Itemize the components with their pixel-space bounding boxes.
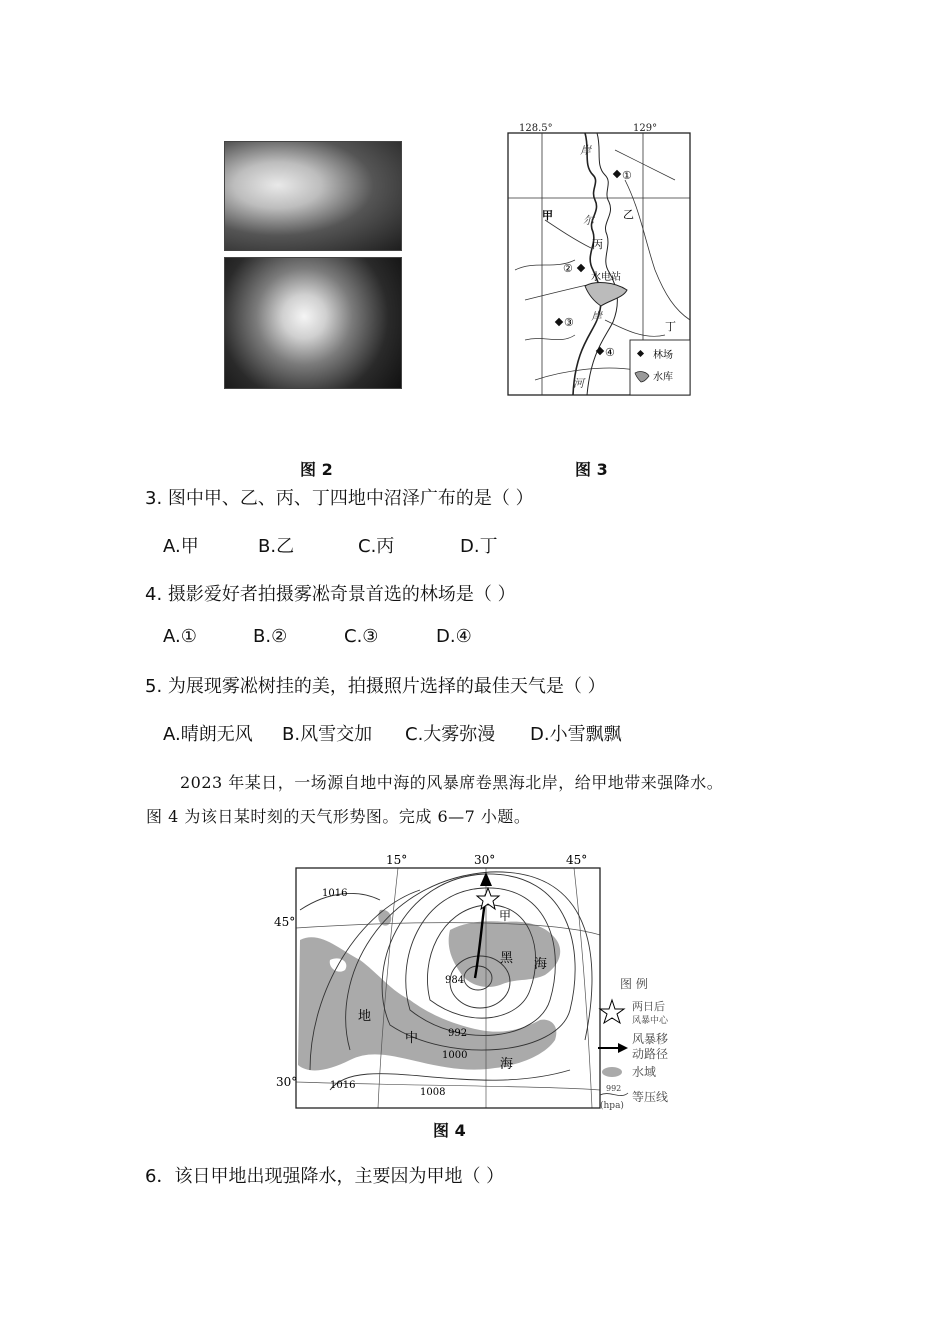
- farm-marker-4: [596, 347, 604, 355]
- fig4-legend-title: 图 例: [620, 977, 648, 991]
- lon-45-label: 45°: [566, 853, 588, 867]
- place-jia-fig4: 甲: [499, 909, 512, 923]
- figure-4-weather-map: [270, 850, 690, 1115]
- station-label: 水电站: [591, 272, 621, 283]
- q4-option-b[interactable]: B.②: [253, 626, 288, 647]
- q5-option-a[interactable]: A.晴朗无风: [163, 724, 253, 745]
- farm-label-3: ③: [564, 316, 574, 329]
- legend-arrow-line-2: 动路径: [632, 1047, 669, 1061]
- legend-reservoir-label: 水库: [653, 372, 673, 383]
- question-6-stem: 6．该日甲地出现强降水，主要因为甲地（ ）: [145, 1166, 505, 1187]
- legend-water-label: 水域: [632, 1065, 657, 1079]
- lat-45-label: 45°: [274, 915, 296, 929]
- passage-line-1: 2023 年某日，一场源自地中海的风暴席卷黑海北岸，给甲地带来强降水。: [180, 773, 724, 792]
- river-char-4: 河: [573, 377, 584, 390]
- legend-farm-label: 林场: [653, 350, 673, 361]
- figure-2-caption: 图 2: [300, 460, 333, 479]
- q3-option-b[interactable]: B.乙: [258, 536, 295, 557]
- place-yi: 乙: [623, 208, 634, 221]
- q4-option-c[interactable]: C.③: [344, 626, 379, 647]
- q3-option-c[interactable]: C.丙: [358, 536, 395, 557]
- farm-label-4: ④: [605, 346, 615, 359]
- black-sea-char-2: 海: [534, 957, 548, 972]
- figure-3-map: [505, 120, 695, 400]
- figure-3-caption: 图 3: [575, 460, 608, 479]
- lon-128-5-label: 128.5°: [519, 123, 553, 134]
- passage-line-2: 图 4 为该日某时刻的天气形势图。完成 6—7 小题。: [146, 807, 531, 826]
- farm-marker-1: [613, 170, 621, 178]
- legend-arrow-line-1: 风暴移: [632, 1032, 669, 1046]
- lon-30-label: 30°: [474, 853, 496, 867]
- q5-option-b[interactable]: B.风雪交加: [282, 724, 373, 745]
- q3-option-d[interactable]: D.丁: [460, 536, 498, 557]
- legend-arrow-icon: [618, 1043, 628, 1053]
- black-sea-char-1: 黑: [500, 951, 514, 966]
- isobar-label-1016-bottom: 1016: [330, 1080, 356, 1091]
- place-jia: 甲: [542, 209, 553, 222]
- lat-30-label: 30°: [276, 1075, 298, 1089]
- legend-star-line-2: 风暴中心: [632, 1016, 669, 1026]
- isobar-label-992: 992: [448, 1028, 468, 1039]
- figure-4-caption: 图 4: [433, 1121, 466, 1140]
- legend-isobar-value: 992: [606, 1084, 622, 1093]
- question-5-stem: 5. 为展现雾凇树挂的美，拍摄照片选择的最佳天气是（ ）: [145, 676, 606, 697]
- q5-option-c[interactable]: C.大雾弥漫: [405, 724, 496, 745]
- farm-marker-3: [555, 318, 563, 326]
- question-4-stem: 4. 摄影爱好者拍摄雾凇奇景首选的林场是（ ）: [145, 584, 516, 605]
- legend-star-line-1: 两日后: [632, 1000, 665, 1013]
- river-char-1: 岸: [580, 144, 591, 157]
- lon-129-label: 129°: [633, 123, 658, 134]
- place-ding: 丁: [665, 320, 676, 333]
- legend-isobar-icon: [600, 1093, 628, 1096]
- farm-label-2: ②: [563, 262, 573, 275]
- isobar-label-1008: 1008: [420, 1087, 446, 1098]
- med-sea-char-3: 海: [500, 1057, 514, 1072]
- river-char-3: 岸: [591, 310, 602, 323]
- q4-option-a[interactable]: A.①: [163, 626, 197, 647]
- legend-isobar-unit: (hpa): [600, 1101, 624, 1111]
- river-char-2: 尔: [583, 214, 594, 227]
- legend-star-icon: [600, 1000, 624, 1023]
- isobar-label-1000: 1000: [442, 1050, 468, 1061]
- isobar-label-984: 984: [445, 975, 465, 986]
- med-sea-char-1: 地: [358, 1009, 372, 1024]
- q5-option-d[interactable]: D.小雪飘飘: [530, 724, 622, 745]
- med-sea-char-2: 中: [405, 1031, 419, 1046]
- isobar-label-1016-top: 1016: [322, 888, 348, 899]
- farm-marker-2: [577, 264, 585, 272]
- rime-plant-photo: [224, 257, 402, 389]
- q4-option-d[interactable]: D.④: [436, 626, 472, 647]
- q3-option-a[interactable]: A.甲: [163, 536, 199, 557]
- legend-water-icon: [602, 1067, 622, 1077]
- farm-label-1: ①: [622, 169, 632, 182]
- place-bing: 丙: [592, 238, 603, 251]
- lon-15-label: 15°: [386, 853, 408, 867]
- rime-landscape-photo: [224, 141, 402, 251]
- legend-isobar-label: 等压线: [632, 1090, 669, 1104]
- question-3-stem: 3. 图中甲、乙、丙、丁四地中沼泽广布的是（ ）: [145, 488, 534, 509]
